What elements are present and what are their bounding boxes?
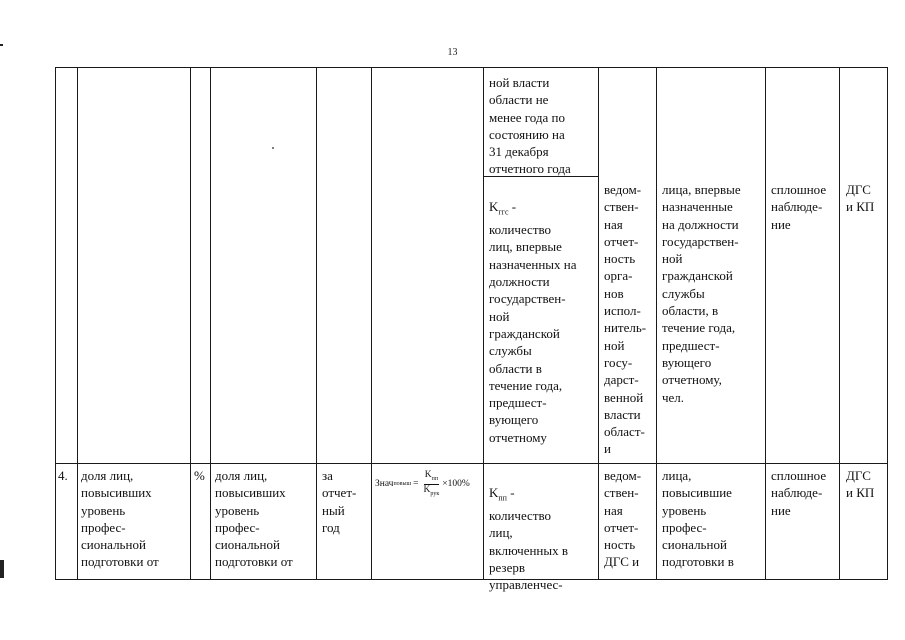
table-border-left (55, 67, 56, 580)
row4-unit: % (194, 468, 205, 483)
indicator-ggs-symbol: K (489, 199, 499, 215)
formula-lhs: Знач (375, 479, 394, 489)
formula-fraction (423, 470, 441, 499)
row4-variable-definition (489, 467, 597, 611)
col-divider-2 (190, 67, 191, 580)
row4-method: сплошное наблюде- ние (771, 468, 827, 518)
table-border-top (55, 67, 888, 68)
table-border-right (887, 67, 888, 580)
col-divider-9 (765, 67, 766, 580)
row4-formula (375, 470, 470, 499)
row4-definition: доля лиц, повысивших уровень профес- сиональной подготовки от (215, 468, 293, 570)
col-divider-6 (483, 67, 484, 580)
table-border-bottom (55, 579, 888, 580)
indicator-ggs-subscript: ггс (498, 207, 509, 217)
indicator-ggs-method: сплошное наблюде- ние (771, 182, 827, 232)
indicator-ggs-source: ведом- ствен- ная отчет- ность орга- нов испол- нитель- ной госу- дарст- венной власти област- и (604, 182, 647, 457)
indicator-ggs-text: количество лиц, впервые назначенных на должности государствен- ной гражданской службы области в течение года, предшест- вующего отчетному (489, 222, 577, 445)
formula-equals: = (413, 479, 419, 489)
formula-denominator: $K_{рук}$ (423, 485, 440, 497)
formula-lhs-subscript: повыш (393, 481, 412, 487)
continuation-text: ной власти области не менее года по состоянию на 31 декабря отчетного года (489, 75, 571, 177)
formula-numerator: $K_{пп}$ (424, 470, 439, 485)
row4-var-text: количество лиц, включенных в резерв управленчес- (489, 508, 569, 593)
page-number: 13 (447, 47, 458, 58)
col-divider-4 (316, 67, 317, 580)
row4-source: ведом- ствен- ная отчет- ность ДГС и (604, 468, 642, 570)
col-divider-1 (77, 67, 78, 580)
col-divider-5 (371, 67, 372, 580)
scan-speck (272, 147, 274, 149)
row4-responsible: ДГС и КП (846, 468, 875, 501)
indicator-ggs-population: лица, впервые назначенные на должности государствен- ной гражданской службы области, в течение года, предшест- вующего отчетному, чел. (662, 182, 741, 405)
indicator-ggs-responsible: ДГС и КП (846, 182, 875, 215)
row4-number: 4. (58, 468, 68, 483)
row4-indicator-name: доля лиц, повысивших уровень профес- сиональной подготовки от (81, 468, 159, 570)
row4-var-subscript: пп (498, 493, 507, 503)
indicator-ggs-definition (489, 181, 597, 463)
row4-period: за отчет- ный год (322, 468, 357, 535)
indicator-ggs-dash: - (508, 199, 517, 215)
row4-var-symbol: K (489, 485, 499, 501)
formula-tail: ×100% (442, 479, 470, 489)
row4-population: лица, повысившие уровень профес- сиональной подготовки в (662, 468, 734, 570)
col-divider-3 (210, 67, 211, 580)
col-divider-8 (656, 67, 657, 580)
row-separator (55, 463, 888, 464)
row4-var-dash: - (506, 485, 515, 501)
col-divider-10 (839, 67, 840, 580)
col-divider-7 (598, 67, 599, 580)
